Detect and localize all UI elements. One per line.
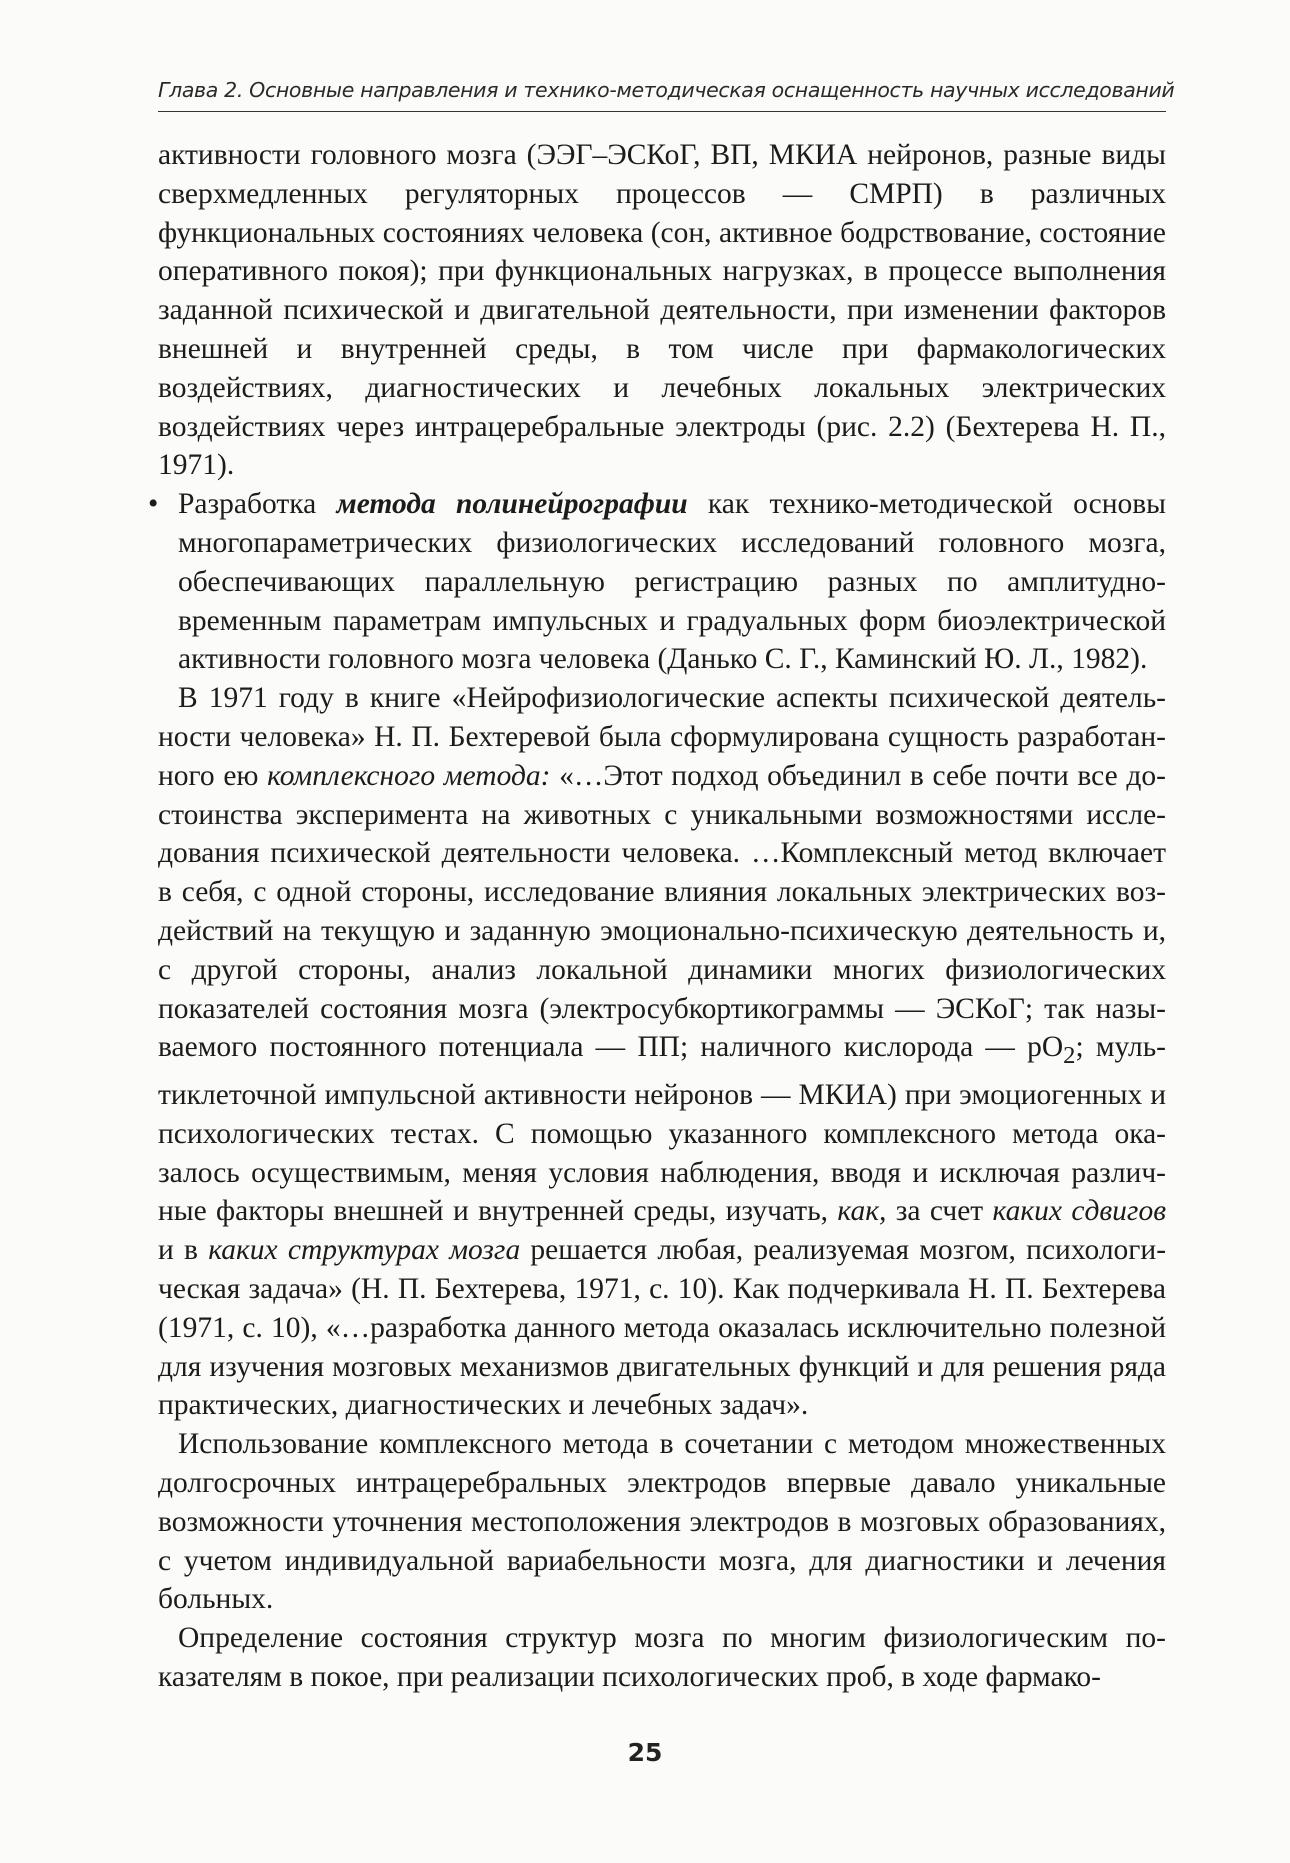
p3-text-4: за счет	[886, 1195, 993, 1228]
bullet-text-post: как технико-методической основы многопараметрических физиологических исследований головного мозга, обеспечивающих параллельную регистрацию разных по амплитудно-временным параметрам импульсных и градуальных форм биоэлектрической активности головного мозга человека (Данько С. Г., Каминский Ю. Л., 1982).	[178, 488, 1166, 676]
p3-subscript: 2	[1063, 1042, 1076, 1070]
paragraph-electrodes: Использование комплексного метода в сочетании с методом множественных долгосрочных интрацеребральных электродов впервые давало уникальные возможности уточнения местоположения электродов в мозговых образованиях, с учетом индивидуальной вариабельности мозга, для диагностики и лечения больных.	[158, 1428, 1166, 1616]
document-page	[148, 78, 1175, 1697]
bullet-item	[148, 485, 1166, 679]
p3-text-1: В 1971 году в книге «Нейрофизиологические аспекты психической деятельности человека» Н. П. Бехтеревой была сформулирована сущность разработанного ею	[158, 682, 1166, 792]
p3-text-2: «…Этот подход объединил в себе почти все достоинства эксперимента на животных с уникальными возможностями исследования психической деятельности человека. …Комплексный метод включает в себя, с одной стороны, исследование влияния локальных электрических воздействий на текущую и заданную эмоционально-психическую деятельность и, с другой стороны, анализ локальной динамики многих физиологических показателей состояния мозга (электросубкортикограммы — ЭСКоГ; так называемого постоянного потенциала — ПП; наличного кислорода — pO	[158, 759, 1166, 1064]
paragraph-state-definition: Определение состояния структур мозга по многим физиологическим показателям в покое, при реализации психологических проб, в ходе фармако-	[158, 1622, 1166, 1693]
p3-text-3: ; мультиклеточной импульсной активности нейронов — МКИА) при эмоциогенных и психологических тестах. С помощью указанного комплексного метода оказалось осуществимым, меняя условия наблюдения, вводя и исключая различные факторы внешней и внутренней среды, изучать,	[158, 1031, 1166, 1228]
running-header: Глава 2. Основные направления и технико-методическая оснащенность научных исследований	[158, 78, 1166, 112]
p3-italic-1: комплексного метода:	[267, 759, 551, 792]
bullet-text-pre: Разработка	[178, 488, 337, 521]
page-number: 25	[627, 1738, 663, 1767]
body-text	[148, 136, 1167, 1697]
p3-italic-4: каких структурах мозга	[208, 1234, 521, 1267]
bullet-marker: •	[148, 488, 159, 521]
paragraph-complex-method	[158, 679, 1166, 1425]
bullet-emphasis: метода полинейрографии	[336, 488, 688, 521]
p3-text-6: решается любая, реализуемая мозгом, психологическая задача» (Н. П. Бехтерева, 1971, с. 10). Как подчеркивала Н. П. Бехтерева (1971, с. 10), «…разработка данного метода оказалась исключительно полезной для изучения мозговых механизмов двигательных функций и для решения ряда практических, диагностических и лечебных задач».	[158, 1234, 1167, 1422]
p3-italic-2: как,	[837, 1195, 887, 1228]
p3-text-5: и в	[158, 1234, 209, 1267]
paragraph-continuation: активности головного мозга (ЭЭГ–ЭСКоГ, ВП, МКИА нейронов, разные виды сверхмедленных регуляторных процессов — СМРП) в различных функциональных состояниях человека (сон, активное бодрствование, состояние оперативного покоя); при функциональных нагрузках, в процессе выполнения заданной психической и двигательной деятельности, при изменении факторов внешней и внутренней среды, в том числе при фармакологических воздействиях, диагностических и лечебных локальных электрических воздействиях через интрацеребральные электроды (рис. 2.2) (Бехтерева Н. П., 1971).	[158, 139, 1166, 482]
p3-italic-3: каких сдвигов	[992, 1195, 1166, 1228]
